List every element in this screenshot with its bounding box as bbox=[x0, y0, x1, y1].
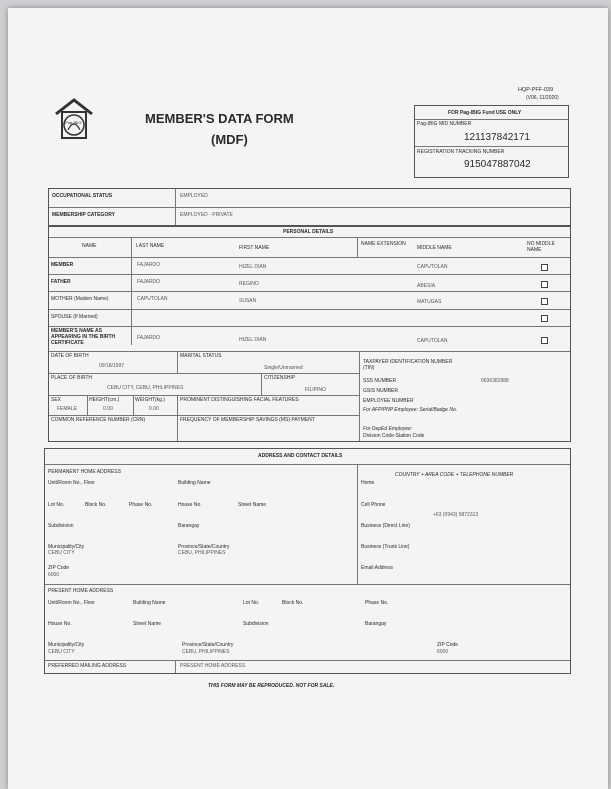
perm-province-value[interactable]: CEBU, PHILIPPINES bbox=[178, 550, 226, 556]
form-code: HQP-PFF-039 bbox=[518, 87, 554, 93]
pob-label: PLACE OF BIRTH bbox=[51, 375, 93, 381]
father-middle-name[interactable]: ABESIA bbox=[417, 283, 436, 289]
business-trunk-label: Business (Trunk Line) bbox=[361, 544, 410, 550]
pres-street-label: Street Name bbox=[133, 621, 162, 627]
permanent-address-label: PERMANENT HOME ADDRESS bbox=[48, 469, 121, 475]
fund-use-only-title: FOR Pag-IBIG Fund USE ONLY bbox=[448, 110, 522, 116]
deped-label: For DepEd Employee: bbox=[363, 426, 413, 432]
citizenship-label: CITIZENSHIP bbox=[264, 375, 296, 381]
mother-no-middle-checkbox[interactable] bbox=[541, 298, 548, 305]
address-contact-table bbox=[44, 448, 571, 674]
pres-phase-label: Phase No. bbox=[365, 600, 389, 606]
col-middle-name-header: MIDDLE NAME bbox=[417, 245, 452, 251]
occupational-status-label: OCCUPATIONAL STATUS bbox=[52, 193, 113, 199]
form-page bbox=[8, 8, 608, 789]
pres-province-value[interactable]: CEBU, PHILIPPINES bbox=[182, 649, 230, 655]
mother-middle-name[interactable]: MATUGAS bbox=[417, 299, 442, 305]
height-label: HEIGHT(cm.) bbox=[89, 397, 120, 403]
member-first-name[interactable]: HIZEL DIAN bbox=[239, 264, 267, 270]
ms-frequency-label: FREQUENCY OF MEMBERSHIP SAVINGS (MS) PAYMENT bbox=[180, 417, 315, 423]
row-mother-label: MOTHER (Maiden Name) bbox=[51, 296, 109, 302]
perm-block-label: Block No. bbox=[85, 502, 107, 508]
perm-unit-label: Unit/Room No., Floor bbox=[48, 480, 95, 486]
pres-building-label: Building Name bbox=[133, 600, 166, 606]
address-contact-title: ADDRESS AND CONTACT DETAILS bbox=[258, 453, 343, 459]
form-title: MEMBER'S DATA FORM bbox=[145, 111, 294, 126]
birth-cert-no-middle-checkbox[interactable] bbox=[541, 337, 548, 344]
row-member-label: MEMBER bbox=[51, 262, 74, 268]
deped-division-label: Division Code-Station Code bbox=[363, 433, 425, 439]
fund-use-only-box bbox=[414, 105, 569, 178]
perm-phase-label: Phase No. bbox=[129, 502, 153, 508]
citizenship-value[interactable]: FILIPINO bbox=[305, 387, 326, 393]
tin-label: TAXPAYER IDENTIFICATION NUMBER (TIN) bbox=[363, 359, 453, 371]
member-last-name[interactable]: FAJARDO bbox=[137, 262, 161, 268]
weight-value[interactable]: 0.00 bbox=[149, 406, 159, 412]
birth-cert-middle-name[interactable]: CAPUTOLAN bbox=[417, 338, 448, 344]
sex-value[interactable]: FEMALE bbox=[57, 406, 78, 412]
perm-street-label: Street Name bbox=[238, 502, 267, 508]
perm-municipality-label: Municipality/City bbox=[48, 544, 85, 550]
pres-barangay-label: Barangay bbox=[365, 621, 387, 627]
spouse-no-middle-checkbox[interactable] bbox=[541, 315, 548, 322]
personal-details-title: PERSONAL DETAILS bbox=[283, 229, 334, 235]
cell-phone-label: Cell Phone bbox=[361, 502, 386, 508]
pres-unit-label: Unit/Room No., Floor bbox=[48, 600, 95, 606]
personal-details-table bbox=[48, 226, 571, 442]
email-label: Email Address bbox=[361, 565, 393, 571]
sex-label: SEX bbox=[51, 397, 62, 403]
birth-cert-last-name[interactable]: FAJARDO bbox=[137, 335, 161, 341]
cell-phone-value[interactable]: +63 (0943) 5872313 bbox=[433, 512, 479, 518]
pres-block-label: Block No. bbox=[282, 600, 304, 606]
pres-lot-label: Lot No. bbox=[243, 600, 260, 606]
member-no-middle-checkbox[interactable] bbox=[541, 264, 548, 271]
col-no-middle-header: NO MIDDLE NAME bbox=[527, 241, 555, 253]
sss-value[interactable]: 0636382888 bbox=[481, 378, 509, 384]
pres-zip-value[interactable]: 6000 bbox=[437, 649, 449, 655]
marital-status-label: MARITAL STATUS bbox=[180, 353, 222, 359]
row-spouse-label: SPOUSE (If Married) bbox=[51, 314, 98, 320]
pres-house-label: House No. bbox=[48, 621, 72, 627]
perm-zip-value[interactable]: 6000 bbox=[48, 572, 60, 578]
perm-house-label: House No. bbox=[178, 502, 202, 508]
pres-subdivision-label: Subdivision bbox=[243, 621, 269, 627]
col-ext-header: NAME EXTENSION bbox=[361, 241, 406, 247]
form-version: (V06, 11/2020) bbox=[526, 95, 559, 101]
weight-label: WEIGHT(kg.) bbox=[135, 397, 165, 403]
marital-status-value[interactable]: Single/Unmarried bbox=[264, 365, 303, 371]
mid-label: Pag-IBIG MID NUMBER bbox=[417, 121, 472, 127]
preferred-mailing-label: PREFERRED MAILING ADDRESS bbox=[48, 663, 127, 669]
height-value[interactable]: 0.00 bbox=[103, 406, 113, 412]
perm-zip-label: ZIP Code bbox=[48, 565, 70, 571]
pres-municipality-value[interactable]: CEBU CITY bbox=[48, 649, 75, 655]
sss-label: SSS NUMBER bbox=[363, 378, 397, 384]
afp-pnp-label: For AFP/PNP Employee: Serial/Badge No. bbox=[363, 407, 458, 413]
col-first-name-header: FIRST NAME bbox=[239, 245, 270, 251]
col-name-header: NAME bbox=[82, 243, 97, 249]
crn-label: COMMON REFERENCE NUMBER (CRN) bbox=[51, 417, 146, 423]
perm-barangay-label: Barangay bbox=[178, 523, 200, 529]
facial-features-label: PROMINENT DISTINGUISHING FACIAL FEATURES bbox=[180, 397, 299, 403]
father-no-middle-checkbox[interactable] bbox=[541, 281, 548, 288]
pob-value[interactable]: CEBU CITY, CEBU, PHILIPPINES bbox=[107, 385, 184, 391]
logo-text: Pag-IBIG bbox=[65, 120, 82, 125]
pres-zip-label: ZIP Code bbox=[437, 642, 459, 648]
present-address-label: PRESENT HOME ADDRESS bbox=[48, 588, 114, 594]
father-first-name[interactable]: REGINO bbox=[239, 281, 259, 287]
membership-category-label: MEMBERSHIP CATEGORY bbox=[52, 212, 115, 218]
perm-building-label: Building Name bbox=[178, 480, 211, 486]
membership-category-value[interactable]: EMPLOYED - PRIVATE bbox=[180, 212, 233, 218]
birth-cert-first-name[interactable]: HIZEL DIAN bbox=[239, 337, 267, 343]
business-direct-label: Business (Direct Line) bbox=[361, 523, 410, 529]
mid-value: 121137842171 bbox=[464, 132, 530, 143]
country-code-label: COUNTRY + AREA CODE + TELEPHONE NUMBER bbox=[395, 472, 514, 478]
preferred-mailing-value[interactable]: PRESENT HOME ADDRESS bbox=[180, 663, 246, 669]
row-birth-cert-label: MEMBER'S NAME AS APPEARING IN THE BIRTH CERTIFICATE bbox=[51, 328, 116, 346]
perm-municipality-value[interactable]: CEBU CITY bbox=[48, 550, 75, 556]
member-middle-name[interactable]: CAPUTOLAN bbox=[417, 264, 448, 270]
employee-number-label: EMPLOYEE NUMBER bbox=[363, 398, 414, 404]
occupation-table bbox=[48, 188, 571, 226]
form-subtitle: (MDF) bbox=[211, 132, 248, 147]
occupational-status-value[interactable]: EMPLOYED bbox=[180, 193, 208, 199]
footer-note: THIS FORM MAY BE REPRODUCED. NOT FOR SALE. bbox=[208, 683, 335, 689]
perm-lot-label: Lot No. bbox=[48, 502, 65, 508]
pres-municipality-label: Municipality/City bbox=[48, 642, 85, 648]
father-last-name[interactable]: FAJARDO bbox=[137, 279, 161, 285]
pres-province-label: Province/State/Country bbox=[182, 642, 234, 648]
dob-label: DATE OF BIRTH bbox=[51, 353, 89, 359]
home-phone-label: Home bbox=[361, 480, 375, 486]
rtn-value: 915047887042 bbox=[464, 159, 531, 170]
rtn-label: REGISTRATION TRACKING NUMBER bbox=[417, 149, 505, 155]
perm-subdivision-label: Subdivision bbox=[48, 523, 74, 529]
mother-first-name[interactable]: SUSAN bbox=[239, 298, 257, 304]
mother-last-name[interactable]: CAPUTOLAN bbox=[137, 296, 168, 302]
gsis-label: GSIS NUMBER bbox=[363, 388, 399, 394]
row-father-label: FATHER bbox=[51, 279, 71, 285]
dob-value[interactable]: 09/18/1997 bbox=[99, 363, 125, 369]
perm-province-label: Province/State/Country bbox=[178, 544, 230, 550]
pagibig-logo bbox=[52, 96, 96, 142]
col-last-name-header: LAST NAME bbox=[136, 243, 165, 249]
